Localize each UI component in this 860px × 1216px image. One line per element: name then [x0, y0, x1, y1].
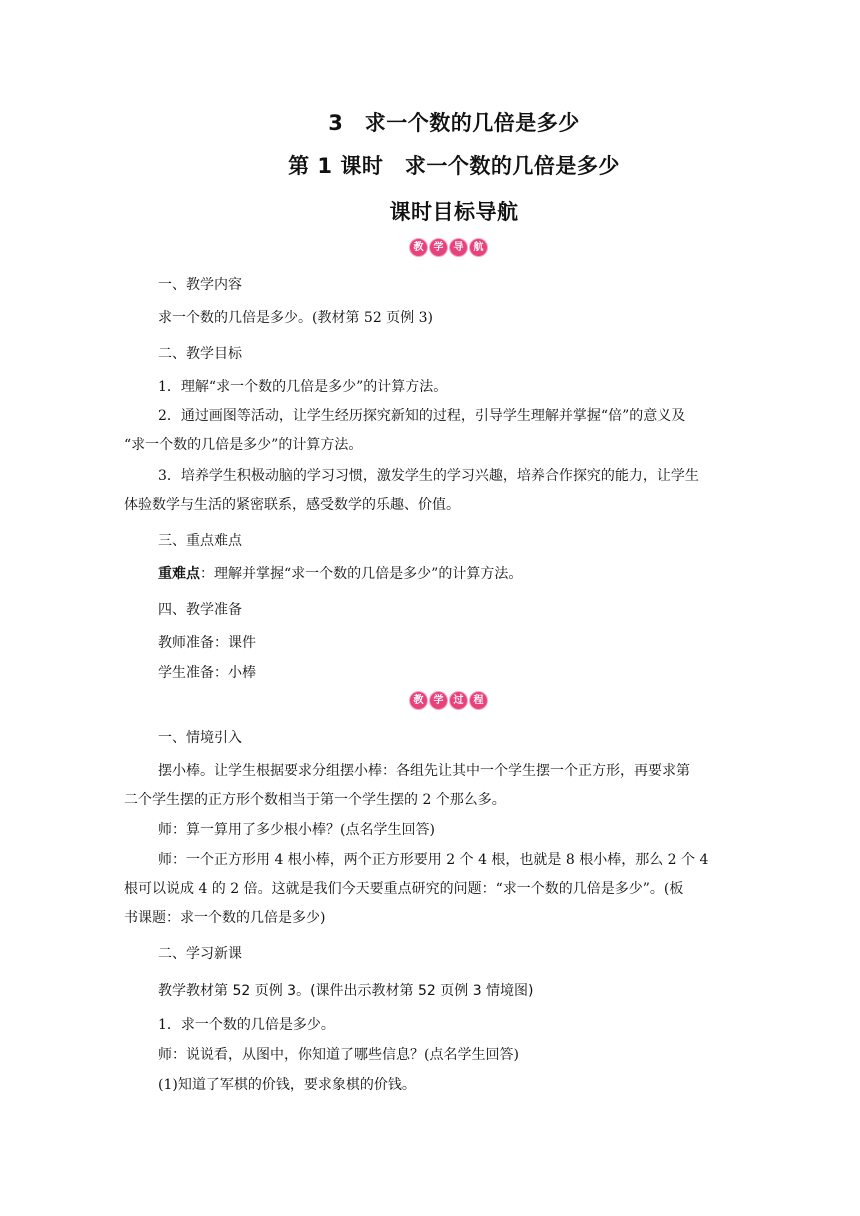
student-preparation: 学生准备：小棒 — [158, 665, 256, 681]
lesson-title: 第 1 课时 求一个数的几倍是多少 — [288, 154, 620, 178]
heading-teaching-goals: 二、教学目标 — [158, 346, 242, 362]
teacher-question-2: 师：说说看，从图中，你知道了哪些信息？(点名学生回答) — [158, 1047, 519, 1063]
key-label: 重难点 — [158, 566, 200, 582]
teacher-answer-line-2: 根可以说成 4 的 2 倍。这就是我们今天要重点研究的问题：“求一个数的几倍是多少”。(板 — [124, 881, 684, 897]
heading-key-points: 三、重点难点 — [158, 533, 242, 549]
intro-line-2: 二个学生摆的正方形个数相当于第一个学生摆的 2 个那么多。 — [124, 792, 506, 808]
nav-title: 课时目标导航 — [389, 200, 519, 224]
teaching-process-badge — [409, 691, 488, 711]
badge-char: 学 — [429, 238, 448, 257]
teacher-preparation: 教师准备：课件 — [158, 635, 256, 651]
teacher-question-1: 师：算一算用了多少根小棒？(点名学生回答) — [158, 822, 435, 838]
badge-char: 教 — [409, 238, 428, 257]
step-1: 1．求一个数的几倍是多少。 — [158, 1017, 335, 1033]
badge-char: 学 — [429, 691, 448, 710]
teaching-content-text: 求一个数的几倍是多少。(教材第 52 页例 3) — [158, 310, 433, 326]
badge-char: 程 — [469, 691, 488, 710]
goal-3-line-2: 体验数学与生活的紧密联系，感受数学的乐趣、价值。 — [124, 497, 460, 513]
key-text: ：理解并掌握“求一个数的几倍是多少”的计算方法。 — [200, 566, 523, 582]
info-1: (1)知道了军棋的价钱，要求象棋的价钱。 — [158, 1077, 416, 1093]
badge-char: 航 — [469, 238, 488, 257]
heading-situation-intro: 一、情境引入 — [158, 730, 242, 746]
goal-1: 1．理解“求一个数的几倍是多少”的计算方法。 — [158, 379, 448, 395]
teacher-answer-line-1: 师：一个正方形用 4 根小棒，两个正方形要用 2 个 4 根，也就是 8 根小棒，那么 2 个 4 — [158, 852, 709, 868]
example-intro: 教学教材第 52 页例 3。(课件出示教材第 52 页例 3 情境图) — [158, 983, 534, 999]
section-title: 3 求一个数的几倍是多少 — [328, 111, 580, 135]
heading-preparation: 四、教学准备 — [158, 602, 242, 618]
badge-char: 过 — [449, 691, 468, 710]
heading-teaching-content: 一、教学内容 — [158, 277, 242, 293]
goal-3-line-1: 3．培养学生积极动脑的学习习惯，激发学生的学习兴趣，培养合作探究的能力，让学生 — [158, 468, 699, 484]
goal-2-line-2: “求一个数的几倍是多少”的计算方法。 — [124, 437, 363, 453]
teaching-guide-badge — [409, 238, 488, 258]
teacher-answer-line-3: 书课题：求一个数的几倍是多少) — [124, 910, 326, 926]
badge-char: 导 — [449, 238, 468, 257]
goal-2-line-1: 2．通过画图等活动，让学生经历探究新知的过程，引导学生理解并掌握“倍”的意义及 — [158, 408, 686, 424]
key-points-text — [158, 565, 522, 583]
intro-line-1: 摆小棒。让学生根据要求分组摆小棒：各组先让其中一个学生摆一个正方形，再要求第 — [158, 763, 690, 779]
badge-char: 教 — [409, 691, 428, 710]
heading-new-lesson: 二、学习新课 — [158, 946, 242, 962]
